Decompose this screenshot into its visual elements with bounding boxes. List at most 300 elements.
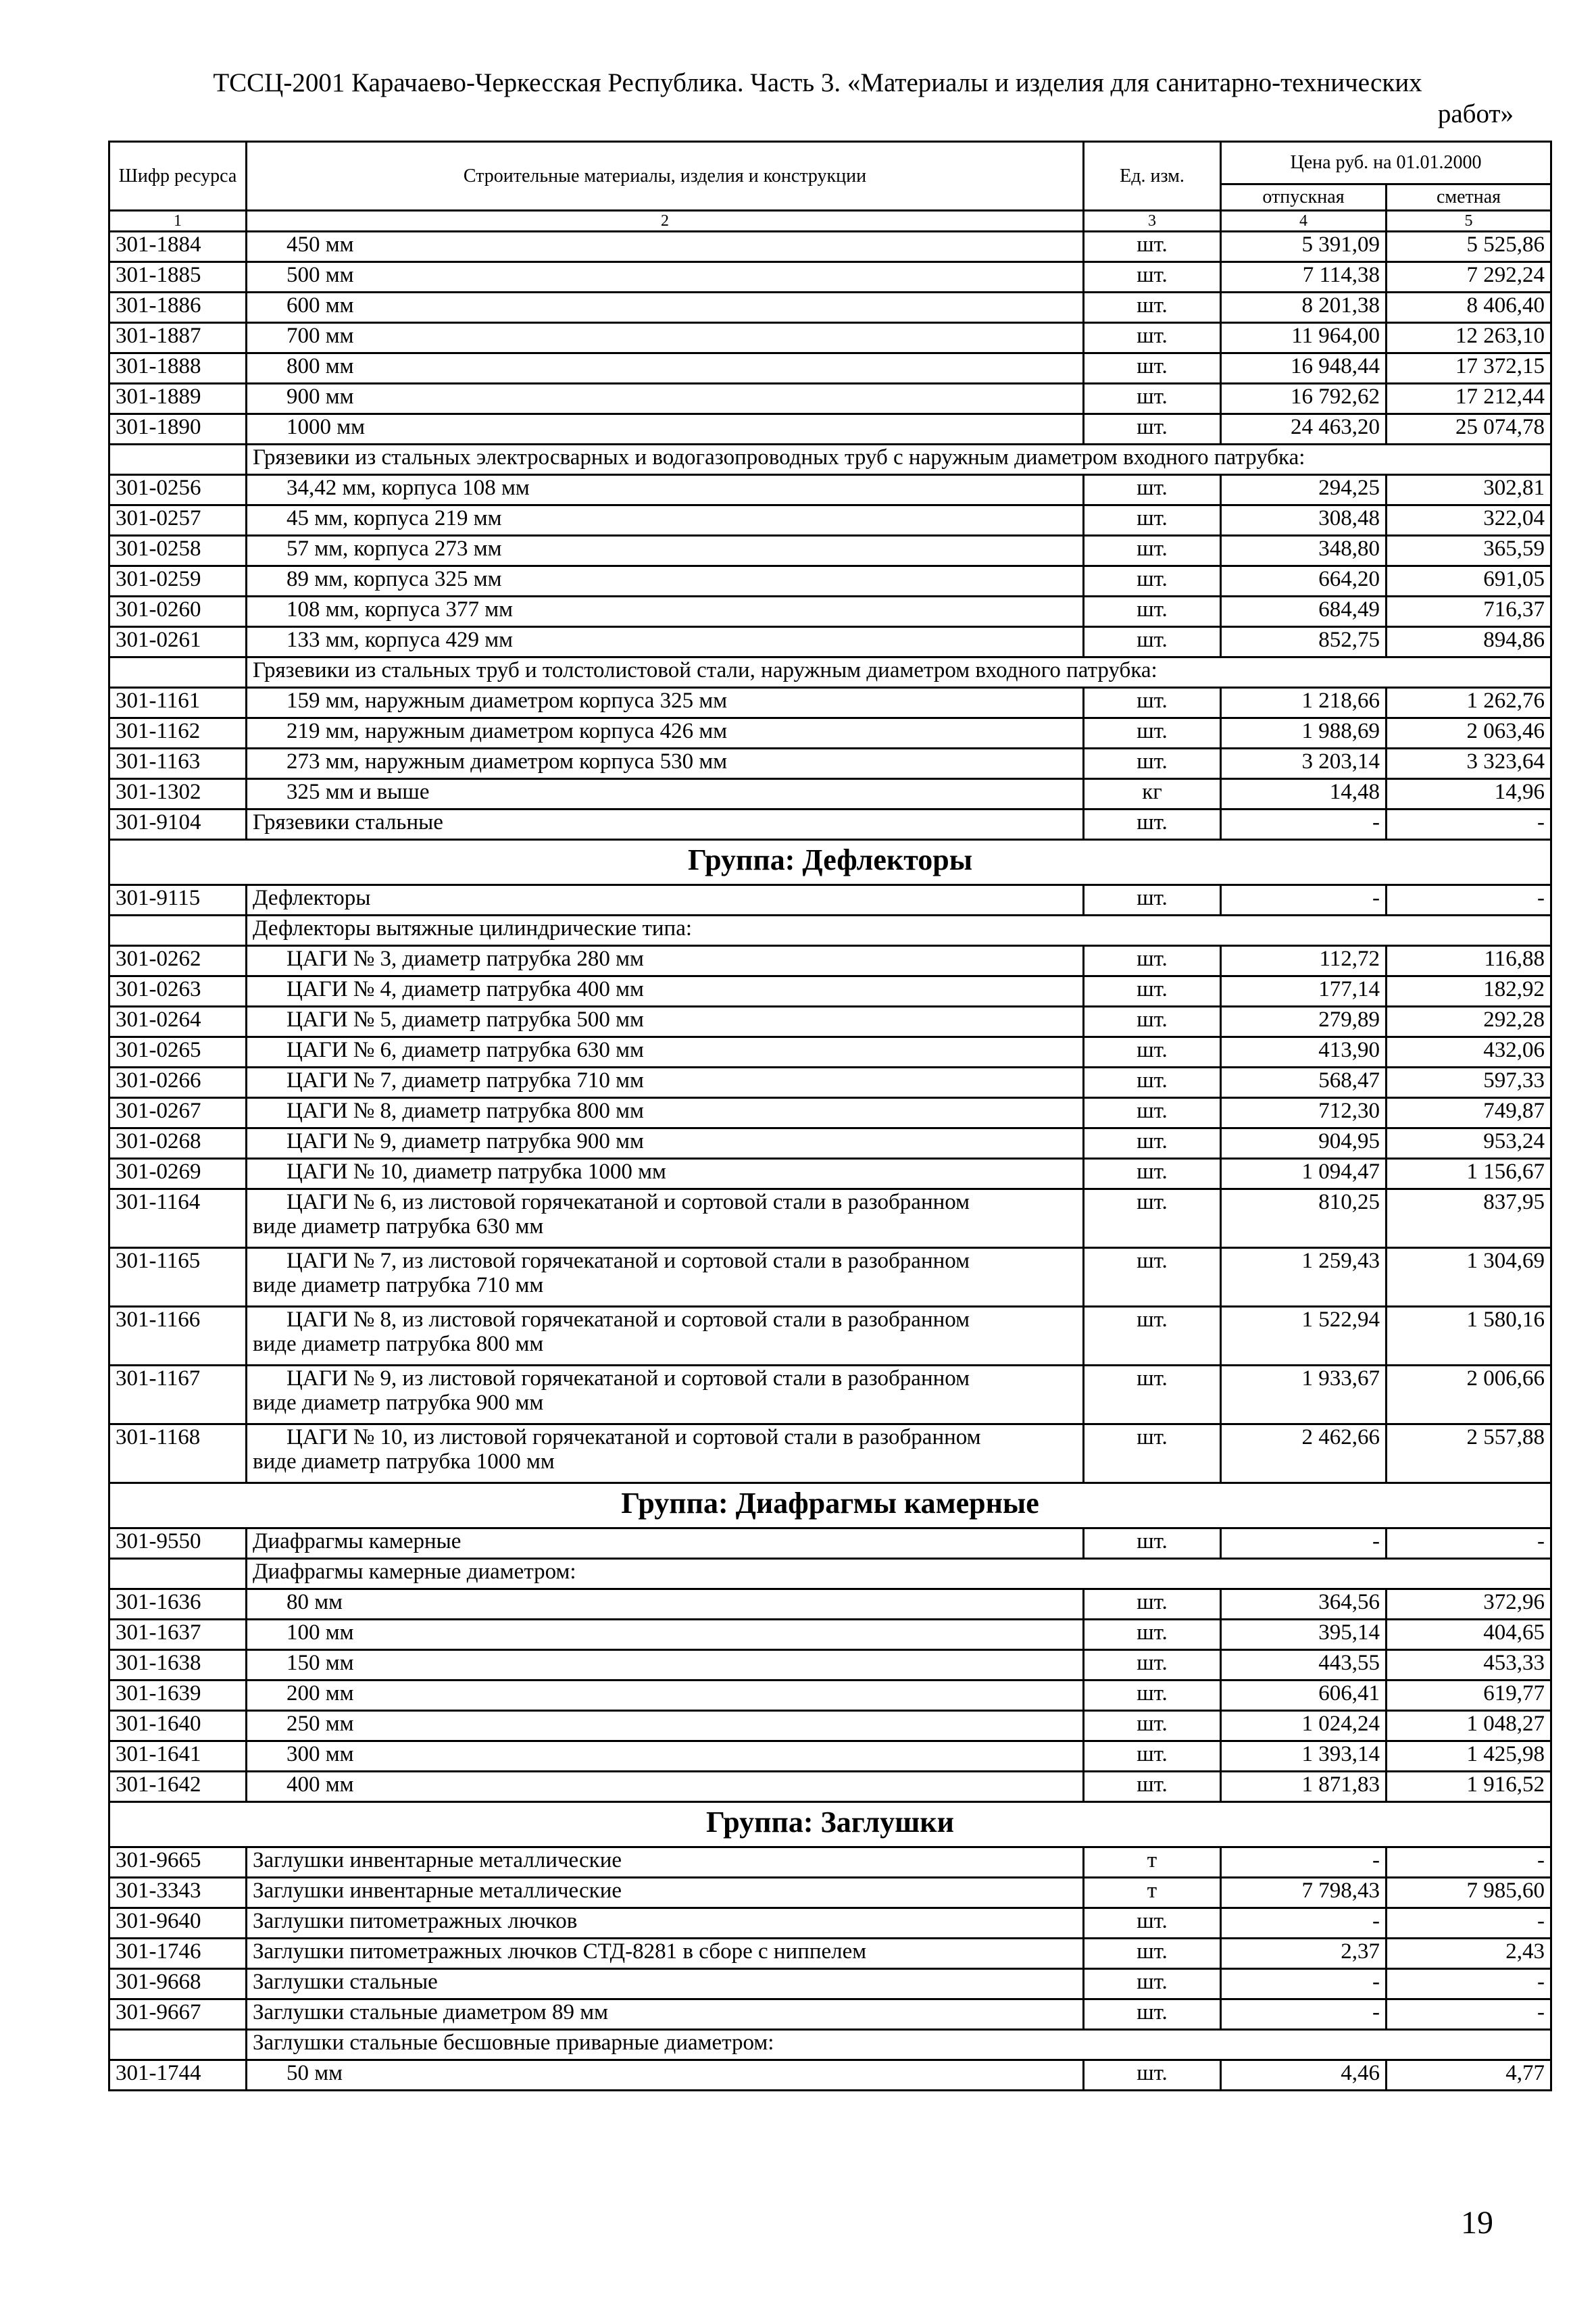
price-estimate: 597,33 [1387,1068,1551,1098]
price-estimate: 432,06 [1387,1037,1551,1068]
resource-code: 301-1890 [109,414,247,445]
subheading-text: Грязевики из стальных труб и толстолистовой стали, наружным диаметром входного патрубка: [247,657,1551,688]
price-estimate: 12 263,10 [1387,323,1551,353]
document-title [108,68,1527,130]
group-heading-row [109,1802,1551,1847]
table-row [109,2060,1551,2091]
unit-of-measure: шт. [1084,1681,1221,1711]
code-cell-empty [109,916,247,946]
price-release: - [1221,1969,1387,1999]
resource-code: 301-0267 [109,1098,247,1128]
price-estimate: 2 063,46 [1387,718,1551,749]
unit-of-measure: т [1084,1847,1221,1878]
price-estimate: 3 323,64 [1387,749,1551,779]
table-row [109,597,1551,627]
price-estimate: 8 406,40 [1387,293,1551,323]
unit-of-measure: шт. [1084,475,1221,505]
material-name: Грязевики стальные [247,810,1084,840]
material-name: ЦАГИ № 10, диаметр патрубка 1000 мм [247,1159,1084,1189]
table-row [109,1128,1551,1159]
unit-of-measure: шт. [1084,1007,1221,1037]
material-name-continuation: виде диаметр патрубка 800 мм [253,1332,544,1356]
price-release: 1 522,94 [1221,1307,1387,1366]
material-name: 400 мм [247,1772,1084,1802]
material-name: ЦАГИ № 9, диаметр патрубка 900 мм [247,1128,1084,1159]
material-name: 300 мм [247,1741,1084,1772]
resource-code: 301-0259 [109,566,247,597]
table-row [109,779,1551,810]
price-release: 1 933,67 [1221,1366,1387,1424]
price-estimate: 1 425,98 [1387,1741,1551,1772]
resource-code: 301-9665 [109,1847,247,1878]
price-release: 1 259,43 [1221,1248,1387,1307]
material-name [247,1248,1084,1307]
material-name: ЦАГИ № 6, диаметр патрубка 630 мм [247,1037,1084,1068]
material-name [247,1366,1084,1424]
price-estimate: 365,59 [1387,536,1551,566]
material-name: 700 мм [247,323,1084,353]
unit-of-measure: шт. [1084,1908,1221,1939]
subheading-row [109,916,1551,946]
unit-of-measure: шт. [1084,749,1221,779]
column-number: 4 [1221,211,1387,232]
price-release: 606,41 [1221,1681,1387,1711]
table-row [109,1772,1551,1802]
resource-code: 301-9550 [109,1528,247,1559]
resource-code: 301-0260 [109,597,247,627]
material-name: 89 мм, корпуса 325 мм [247,566,1084,597]
table-row [109,1528,1551,1559]
price-estimate: 17 212,44 [1387,384,1551,414]
price-estimate: 1 262,76 [1387,688,1551,718]
price-estimate: - [1387,810,1551,840]
price-estimate: 404,65 [1387,1620,1551,1650]
price-estimate: 2,43 [1387,1939,1551,1969]
price-release: 413,90 [1221,1037,1387,1068]
resource-code: 301-9667 [109,1999,247,2030]
resource-code: 301-1642 [109,1772,247,1802]
price-estimate: 4,77 [1387,2060,1551,2091]
table-row [109,627,1551,657]
table-row [109,749,1551,779]
unit-of-measure: шт. [1084,1037,1221,1068]
material-name: 600 мм [247,293,1084,323]
price-release: - [1221,1528,1387,1559]
material-name: 450 мм [247,232,1084,262]
price-estimate: - [1387,1528,1551,1559]
price-estimate: 182,92 [1387,976,1551,1007]
unit-of-measure: шт. [1084,627,1221,657]
material-name-continuation: виде диаметр патрубка 1000 мм [253,1449,555,1474]
material-name: 80 мм [247,1589,1084,1620]
price-estimate: - [1387,1999,1551,2030]
price-release: 348,80 [1221,536,1387,566]
price-estimate: 302,81 [1387,475,1551,505]
subheading-row [109,1559,1551,1589]
unit-of-measure: шт. [1084,293,1221,323]
price-release: 664,20 [1221,566,1387,597]
unit-of-measure: шт. [1084,566,1221,597]
group-heading: Группа: Диафрагмы камерные [109,1483,1551,1528]
resource-code: 301-1164 [109,1189,247,1248]
table-row [109,1307,1551,1366]
unit-of-measure: шт. [1084,1589,1221,1620]
table-row [109,718,1551,749]
unit-of-measure: шт. [1084,597,1221,627]
header-price: Цена руб. на 01.01.2000 [1221,142,1551,184]
table-row [109,1711,1551,1741]
table-row [109,1939,1551,1969]
table-row [109,536,1551,566]
price-release: 14,48 [1221,779,1387,810]
header-price-estimate: сметная [1387,184,1551,211]
table-row [109,1969,1551,1999]
price-release: - [1221,1847,1387,1878]
subheading-row [109,657,1551,688]
table-row [109,1248,1551,1307]
column-number: 5 [1387,211,1551,232]
material-name: 50 мм [247,2060,1084,2091]
resource-code: 301-0256 [109,475,247,505]
material-name [247,1189,1084,1248]
table-row [109,1424,1551,1483]
resource-code: 301-1884 [109,232,247,262]
table-row [109,1620,1551,1650]
price-release: 852,75 [1221,627,1387,657]
material-name: 1000 мм [247,414,1084,445]
price-release: 8 201,38 [1221,293,1387,323]
resource-code: 301-1163 [109,749,247,779]
price-estimate: 2 557,88 [1387,1424,1551,1483]
material-name: Диафрагмы камерные [247,1528,1084,1559]
column-number: 2 [247,211,1084,232]
resource-code: 301-1165 [109,1248,247,1307]
price-release: 1 393,14 [1221,1741,1387,1772]
table-row [109,1068,1551,1098]
price-release: 279,89 [1221,1007,1387,1037]
material-name: ЦАГИ № 7, диаметр патрубка 710 мм [247,1068,1084,1098]
resource-code: 301-1637 [109,1620,247,1650]
price-release: 5 391,09 [1221,232,1387,262]
subheading-row [109,2030,1551,2060]
price-estimate: 17 372,15 [1387,353,1551,384]
resource-code: 301-9668 [109,1969,247,1999]
price-release: 904,95 [1221,1128,1387,1159]
resource-code: 301-9115 [109,885,247,916]
resource-code: 301-1302 [109,779,247,810]
material-name: Заглушки инвентарные металлические [247,1847,1084,1878]
material-name: 108 мм, корпуса 377 мм [247,597,1084,627]
resource-code: 301-1889 [109,384,247,414]
table-row [109,1366,1551,1424]
price-estimate: 372,96 [1387,1589,1551,1620]
material-name-continuation: виде диаметр патрубка 630 мм [253,1214,544,1239]
code-cell-empty [109,2030,247,2060]
unit-of-measure: т [1084,1878,1221,1908]
group-heading-row [109,1483,1551,1528]
price-estimate: 1 048,27 [1387,1711,1551,1741]
price-estimate: 716,37 [1387,597,1551,627]
unit-of-measure: шт. [1084,718,1221,749]
resource-code: 301-9640 [109,1908,247,1939]
price-release: 308,48 [1221,505,1387,536]
price-table [108,141,1552,2091]
material-name-continuation: виде диаметр патрубка 710 мм [253,1273,544,1297]
unit-of-measure: шт. [1084,353,1221,384]
price-estimate: 2 006,66 [1387,1366,1551,1424]
resource-code: 301-1886 [109,293,247,323]
price-release: 16 948,44 [1221,353,1387,384]
unit-of-measure: шт. [1084,2060,1221,2091]
unit-of-measure: шт. [1084,1969,1221,1999]
material-name: 800 мм [247,353,1084,384]
price-estimate: 5 525,86 [1387,232,1551,262]
resource-code: 301-0263 [109,976,247,1007]
unit-of-measure: шт. [1084,1068,1221,1098]
header-unit: Ед. изм. [1084,142,1221,211]
header-code: Шифр ресурса [109,142,247,211]
price-estimate: 116,88 [1387,946,1551,976]
resource-code: 301-0269 [109,1159,247,1189]
unit-of-measure: шт. [1084,1772,1221,1802]
resource-code: 301-9104 [109,810,247,840]
resource-code: 301-1639 [109,1681,247,1711]
unit-of-measure: шт. [1084,810,1221,840]
group-heading-row [109,840,1551,885]
price-release: - [1221,1908,1387,1939]
price-estimate: 7 985,60 [1387,1878,1551,1908]
material-name [247,1307,1084,1366]
price-release: 24 463,20 [1221,414,1387,445]
resource-code: 301-1636 [109,1589,247,1620]
price-release: 684,49 [1221,597,1387,627]
unit-of-measure: шт. [1084,323,1221,353]
table-row [109,885,1551,916]
subheading-text: Заглушки стальные бесшовные приварные диаметром: [247,2030,1551,2060]
unit-of-measure: шт. [1084,232,1221,262]
price-release: 11 964,00 [1221,323,1387,353]
price-release: 712,30 [1221,1098,1387,1128]
unit-of-measure: шт. [1084,1620,1221,1650]
material-name: 159 мм, наружным диаметром корпуса 325 мм [247,688,1084,718]
resource-code: 301-0261 [109,627,247,657]
resource-code: 301-1167 [109,1366,247,1424]
table-row [109,1098,1551,1128]
group-heading: Группа: Дефлекторы [109,840,1551,885]
subheading-text: Грязевики из стальных электросварных и водогазопроводных труб с наружным диаметром входного патрубка: [247,445,1551,475]
price-release: 1 218,66 [1221,688,1387,718]
unit-of-measure: шт. [1084,1128,1221,1159]
material-name-line: ЦАГИ № 8, из листовой горячекатаной и сортовой стали в разобранном [286,1308,970,1332]
price-estimate: 14,96 [1387,779,1551,810]
table-row [109,232,1551,262]
material-name: ЦАГИ № 5, диаметр патрубка 500 мм [247,1007,1084,1037]
resource-code: 301-1746 [109,1939,247,1969]
table-row [109,688,1551,718]
resource-code: 301-1166 [109,1307,247,1366]
table-row [109,505,1551,536]
unit-of-measure: шт. [1084,1528,1221,1559]
resource-code: 301-0266 [109,1068,247,1098]
resource-code: 301-0258 [109,536,247,566]
price-estimate: 691,05 [1387,566,1551,597]
unit-of-measure: шт. [1084,976,1221,1007]
resource-code: 301-0262 [109,946,247,976]
unit-of-measure: шт. [1084,1248,1221,1307]
table-row [109,475,1551,505]
material-name: 200 мм [247,1681,1084,1711]
subheading-text: Диафрагмы камерные диаметром: [247,1559,1551,1589]
price-estimate: - [1387,1847,1551,1878]
material-name: 133 мм, корпуса 429 мм [247,627,1084,657]
unit-of-measure: шт. [1084,1159,1221,1189]
table-row [109,353,1551,384]
price-release: 3 203,14 [1221,749,1387,779]
price-release: 294,25 [1221,475,1387,505]
page-number: 19 [1461,2205,1493,2241]
table-row [109,1741,1551,1772]
price-release: 364,56 [1221,1589,1387,1620]
price-release: 568,47 [1221,1068,1387,1098]
material-name-line: ЦАГИ № 6, из листовой горячекатаной и сортовой стали в разобранном [286,1190,970,1214]
material-name-continuation: виде диаметр патрубка 900 мм [253,1391,544,1415]
material-name: Дефлекторы [247,885,1084,916]
material-name [247,1424,1084,1483]
resource-code: 301-1887 [109,323,247,353]
material-name: ЦАГИ № 8, диаметр патрубка 800 мм [247,1098,1084,1128]
material-name: ЦАГИ № 4, диаметр патрубка 400 мм [247,976,1084,1007]
unit-of-measure: шт. [1084,384,1221,414]
table-row [109,262,1551,293]
table-row [109,1159,1551,1189]
material-name: 219 мм, наружным диаметром корпуса 426 мм [247,718,1084,749]
material-name: Заглушки инвентарные металлические [247,1878,1084,1908]
table-row [109,323,1551,353]
table-row [109,1007,1551,1037]
material-name: 45 мм, корпуса 219 мм [247,505,1084,536]
unit-of-measure: шт. [1084,1711,1221,1741]
subheading-text: Дефлекторы вытяжные цилиндрические типа: [247,916,1551,946]
price-estimate: 1 304,69 [1387,1248,1551,1307]
unit-of-measure: шт. [1084,1939,1221,1969]
code-cell-empty [109,445,247,475]
price-release: 2,37 [1221,1939,1387,1969]
unit-of-measure: шт. [1084,1741,1221,1772]
table-row [109,1037,1551,1068]
material-name: Заглушки питометражных лючков [247,1908,1084,1939]
material-name: 57 мм, корпуса 273 мм [247,536,1084,566]
title-line-1: ТССЦ-2001 Карачаево-Черкесская Республика. Часть 3. «Материалы и изделия для санитарно-технических [213,68,1422,97]
header-name: Строительные материалы, изделия и конструкции [247,142,1084,211]
table-row [109,1681,1551,1711]
table-row [109,976,1551,1007]
unit-of-measure: шт. [1084,1366,1221,1424]
subheading-row [109,445,1551,475]
material-name-line: ЦАГИ № 10, из листовой горячекатаной и сортовой стали в разобранном [286,1425,981,1449]
price-estimate: 837,95 [1387,1189,1551,1248]
group-heading: Группа: Заглушки [109,1802,1551,1847]
column-number: 3 [1084,211,1221,232]
table-row [109,946,1551,976]
resource-code: 301-0265 [109,1037,247,1068]
unit-of-measure: шт. [1084,505,1221,536]
price-release: 7 798,43 [1221,1878,1387,1908]
material-name: 500 мм [247,262,1084,293]
price-release: 1 024,24 [1221,1711,1387,1741]
price-release: - [1221,885,1387,916]
price-estimate: - [1387,1969,1551,1999]
price-release: - [1221,1999,1387,2030]
resource-code: 301-1885 [109,262,247,293]
resource-code: 301-1638 [109,1650,247,1681]
price-estimate: 749,87 [1387,1098,1551,1128]
code-cell-empty [109,657,247,688]
price-estimate: 1 916,52 [1387,1772,1551,1802]
material-name: 325 мм и выше [247,779,1084,810]
unit-of-measure: шт. [1084,946,1221,976]
title-line-2: работ» [1437,99,1514,128]
price-release: 1 988,69 [1221,718,1387,749]
unit-of-measure: шт. [1084,885,1221,916]
resource-code: 301-1641 [109,1741,247,1772]
unit-of-measure: шт. [1084,688,1221,718]
material-name: 250 мм [247,1711,1084,1741]
table-row [109,1650,1551,1681]
table-row [109,1878,1551,1908]
unit-of-measure: шт. [1084,262,1221,293]
resource-code: 301-1640 [109,1711,247,1741]
price-release: 395,14 [1221,1620,1387,1650]
price-estimate: 292,28 [1387,1007,1551,1037]
material-name: Заглушки стальные [247,1969,1084,1999]
unit-of-measure: шт. [1084,536,1221,566]
resource-code: 301-0264 [109,1007,247,1037]
price-release: 1 094,47 [1221,1159,1387,1189]
resource-code: 301-0257 [109,505,247,536]
unit-of-measure: шт. [1084,1098,1221,1128]
price-estimate: - [1387,1908,1551,1939]
price-release: 7 114,38 [1221,262,1387,293]
price-estimate: 322,04 [1387,505,1551,536]
price-estimate: 25 074,78 [1387,414,1551,445]
price-release: 177,14 [1221,976,1387,1007]
unit-of-measure: шт. [1084,1999,1221,2030]
price-estimate: - [1387,885,1551,916]
material-name: ЦАГИ № 3, диаметр патрубка 280 мм [247,946,1084,976]
material-name: Заглушки стальные диаметром 89 мм [247,1999,1084,2030]
table-row [109,810,1551,840]
material-name: 900 мм [247,384,1084,414]
table-row [109,1589,1551,1620]
resource-code: 301-1162 [109,718,247,749]
resource-code: 301-3343 [109,1878,247,1908]
price-release: 2 462,66 [1221,1424,1387,1483]
price-estimate: 453,33 [1387,1650,1551,1681]
price-release: 443,55 [1221,1650,1387,1681]
unit-of-measure: шт. [1084,1189,1221,1248]
header-price-release: отпускная [1221,184,1387,211]
unit-of-measure: шт. [1084,1307,1221,1366]
resource-code: 301-1161 [109,688,247,718]
price-release: - [1221,810,1387,840]
price-estimate: 619,77 [1387,1681,1551,1711]
column-number: 1 [109,211,247,232]
resource-code: 301-1168 [109,1424,247,1483]
table-row [109,566,1551,597]
price-release: 112,72 [1221,946,1387,976]
price-estimate: 894,86 [1387,627,1551,657]
price-release: 16 792,62 [1221,384,1387,414]
